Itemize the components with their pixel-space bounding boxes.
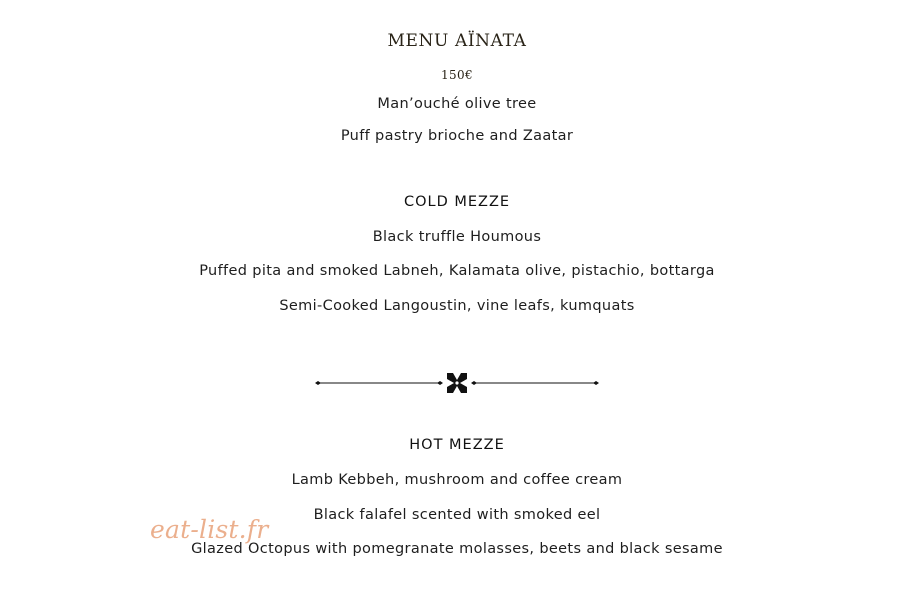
watermark: eat-list.fr xyxy=(150,515,269,544)
menu-item: Puffed pita and smoked Labneh, Kalamata olive, pistachio, bottarga xyxy=(199,263,715,279)
menu-item: Black falafel scented with smoked eel xyxy=(313,507,601,523)
ornament-cross-icon xyxy=(447,373,467,393)
intro-item: Man’ouché olive tree xyxy=(377,96,537,112)
section-heading-cold-mezze: COLD MEZZE xyxy=(403,194,511,210)
menu-item: Glazed Octopus with pomegranate molasses, beets and black sesame xyxy=(191,541,723,557)
ornament-right-line xyxy=(471,381,599,385)
menu-price: 150€ xyxy=(441,68,473,82)
menu-item: Lamb Kebbeh, mushroom and coffee cream xyxy=(291,472,623,488)
ornament-left-line xyxy=(315,381,443,385)
section-heading-hot-mezze: HOT MEZZE xyxy=(409,437,505,453)
ornament-divider xyxy=(314,371,600,395)
intro-item: Puff pastry brioche and Zaatar xyxy=(340,128,574,144)
menu-item: Semi-Cooked Langoustin, vine leafs, kumquats xyxy=(279,298,635,314)
menu-item: Black truffle Houmous xyxy=(372,229,542,245)
menu-title: MENU AÏNATA xyxy=(387,31,527,51)
